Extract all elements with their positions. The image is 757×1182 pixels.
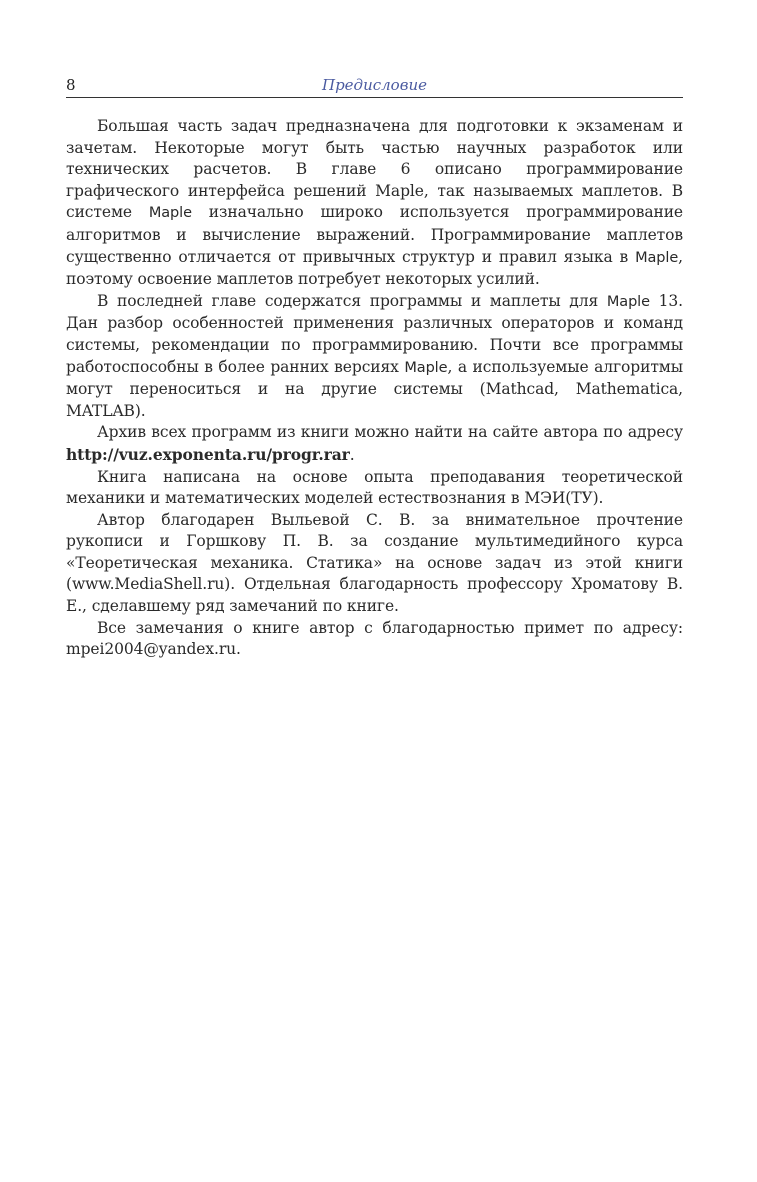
archive-link[interactable]: http://vuz.exponenta.ru/progr.rar <box>66 444 350 464</box>
paragraph-contact <box>66 618 683 661</box>
maple-name: Maple <box>404 359 448 376</box>
paragraph-acknowledgements <box>66 510 683 618</box>
running-title: Предисловие <box>322 76 427 94</box>
text: 13. Дан разбор особенностей применения различных операторов и команд системы, рекомендации по программированию. Почти все программы работоспособны в более ранних версиях <box>66 291 683 376</box>
text: изначально широко используется программирование алгоритмов и вычисление выражений. Программирование маплетов существенно отличается от привычных структур и правил языка в <box>66 203 683 266</box>
paragraph-maplets <box>66 116 683 291</box>
text: Книга написана на основе опыта преподавания теоретической механики и математических моделей естествознания в МЭИ(ТУ). <box>66 467 683 508</box>
text: В последней главе содержатся программы и маплеты для <box>97 291 607 310</box>
page-header <box>66 74 683 96</box>
page-number: 8 <box>66 76 76 94</box>
text: Все замечания о книге автор с благодарностью примет по адресу: mpei2004@yandex.ru. <box>66 618 683 659</box>
maple-name: Maple <box>635 249 679 266</box>
header-rule <box>66 97 683 98</box>
paragraph-archive <box>66 422 683 466</box>
paragraph-teaching <box>66 467 683 510</box>
text: Архив всех программ из книги можно найти на сайте автора по адресу <box>97 423 683 442</box>
text: Автор благодарен Выльевой С. В. за внимательное прочтение рукописи и Горшкову П. В. за создание мультимедийного курса «Теоретическая механика. Статика» на основе задач из этой книги (www.MediaShell.ru). Отдельная благодарность профессору Хроматову В. Е., сделавшему ряд замечаний по книге. <box>66 510 683 616</box>
text: . <box>349 445 355 464</box>
body-text <box>66 116 683 661</box>
text: , а используемые алгоритмы могут переноситься и на другие системы (Mathcad, Mathematica, MATLAB). <box>66 357 683 420</box>
text: , поэтому освоение маплетов потребует некоторых усилий. <box>66 247 683 289</box>
paragraph-last-chapter <box>66 291 683 423</box>
maple-name: Maple <box>148 205 192 222</box>
text: Большая часть задач предназначена для подготовки к экзаменам и зачетам. Некоторые могут быть частью научных разработок или технических расчетов. В главе 6 описано программирование графического интерфейса решений Maple, так называемых маплетов. В системе <box>66 117 683 222</box>
maple-name: Maple <box>606 293 650 310</box>
